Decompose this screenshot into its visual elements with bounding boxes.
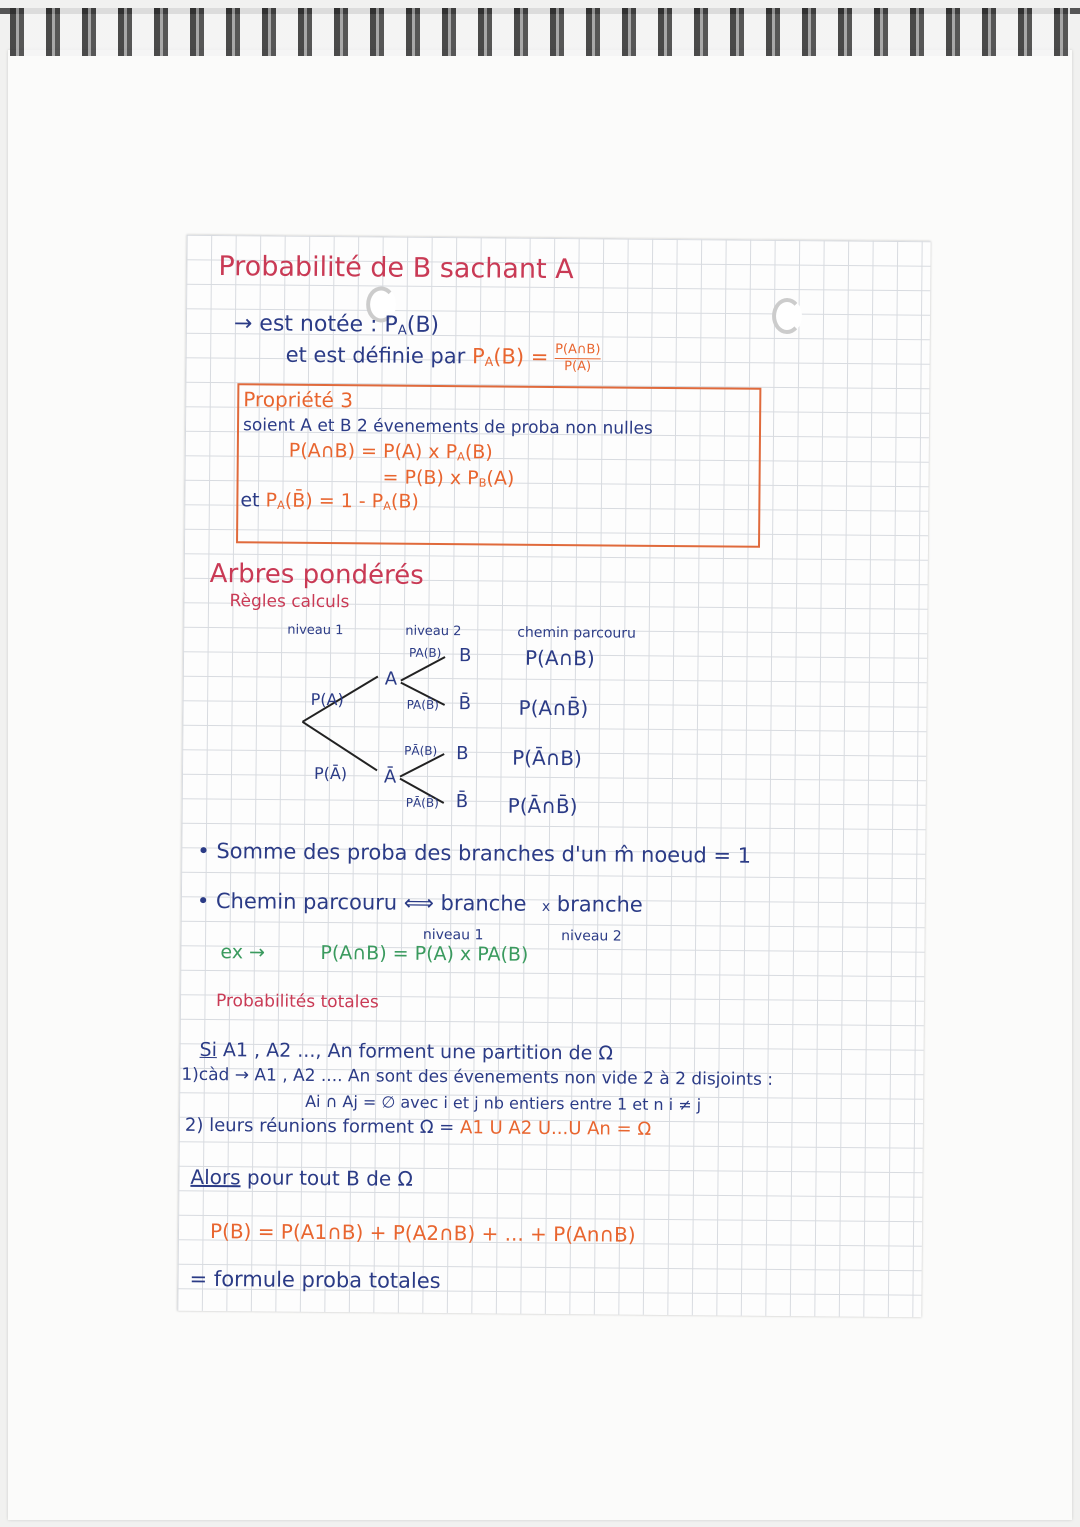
si-line bbox=[199, 1038, 614, 1065]
rule-path-text: • Chemin parcouru ⟺ branche bbox=[196, 888, 527, 916]
tree-node: B̄ bbox=[455, 791, 469, 813]
section-title-totales: Probabilités totales bbox=[215, 991, 379, 1013]
notee-label: → est notée : bbox=[233, 311, 378, 338]
notee-p: P bbox=[384, 312, 398, 338]
fraction-denominator: P(A) bbox=[564, 358, 592, 374]
tree-node: A bbox=[384, 668, 398, 690]
fraction-numerator: P(A∩B) bbox=[555, 341, 601, 358]
alors-line bbox=[190, 1164, 413, 1191]
branch-label: PĀ(B) bbox=[404, 743, 438, 758]
cad-line: 1)càd → A1 , A2 .... An sont des évenements non vide 2 à 2 disjoints : bbox=[181, 1064, 774, 1090]
rule-sum-branches: • Somme des proba des branches d'un m̂ noeud = 1 bbox=[197, 838, 752, 868]
conclusion: = formule proba totales bbox=[189, 1266, 441, 1294]
section-title-arbres: Arbres pondérés bbox=[209, 558, 424, 591]
p2sub: A bbox=[457, 449, 465, 464]
intersection-line: Ai ∩ Aj = ∅ avec i et j nb entiers entre 1 et n i ≠ j bbox=[305, 1091, 702, 1115]
branch-label: PĀ(B̄) bbox=[405, 795, 439, 810]
notee-sub: A bbox=[397, 323, 407, 339]
spiral-binding bbox=[10, 8, 1070, 56]
p4sub: A bbox=[276, 497, 285, 512]
alors-label: Alors bbox=[190, 1164, 241, 1190]
example-label: ex → bbox=[220, 941, 266, 964]
path-probability: P(Ā∩B) bbox=[512, 745, 582, 771]
branch-label: P(Ā) bbox=[313, 763, 348, 784]
tree-node: Ā bbox=[383, 766, 397, 788]
path-probability: P(A∩B̄) bbox=[518, 695, 589, 721]
rule-path-niveau1: niveau 1 bbox=[422, 926, 484, 944]
reunion-formula: A1 U A2 U...U An = Ω bbox=[459, 1117, 652, 1140]
tree-node: B bbox=[456, 743, 469, 765]
total-probability-formula: P(B) = P(A1∩B) + P(A2∩B) + ... + P(An∩B) bbox=[209, 1219, 636, 1247]
p2b: (B) bbox=[464, 441, 493, 464]
p4-et: et bbox=[240, 489, 260, 512]
p3b: (A) bbox=[486, 467, 515, 490]
branch-label: P(A) bbox=[310, 689, 344, 710]
col-niveau2: niveau 2 bbox=[405, 623, 462, 640]
propriete-title: Propriété 3 bbox=[243, 387, 354, 413]
tree-branch-A-B bbox=[401, 657, 445, 681]
notee-arg: (B) bbox=[406, 312, 440, 338]
path-probability: P(Ā∩B̄) bbox=[507, 793, 578, 819]
col-niveau1: niveau 1 bbox=[287, 622, 344, 639]
arbres-subtitle: Règles calculs bbox=[229, 591, 350, 613]
definie-label: et est définie par bbox=[285, 342, 466, 369]
p4b: (B̄) = 1 - P bbox=[284, 489, 384, 513]
p3a: = P(B) x P bbox=[382, 466, 479, 490]
rule-path bbox=[196, 888, 652, 945]
section-title-conditional: Probabilité de B sachant A bbox=[218, 251, 574, 286]
grid-paper-sheet bbox=[177, 235, 930, 1317]
p4a: P bbox=[265, 489, 278, 512]
branch-label: PA(B̄) bbox=[406, 697, 439, 712]
example-formula: P(A∩B) = P(A) x PA(B) bbox=[320, 941, 529, 966]
col-chemin: chemin parcouru bbox=[517, 624, 637, 642]
rule-path-branche2: branche bbox=[556, 892, 643, 917]
p2a: P(A∩B) = P(A) x P bbox=[288, 439, 458, 464]
tree-node: B̄ bbox=[458, 693, 472, 715]
p3sub: B bbox=[478, 475, 487, 490]
def-sub: A bbox=[484, 353, 494, 370]
alors-text: pour tout B de Ω bbox=[246, 1165, 413, 1191]
branch-label: PA(B) bbox=[409, 645, 442, 661]
rule-path-times: x bbox=[541, 898, 551, 915]
p4c: (B) bbox=[390, 490, 419, 513]
reunion-text: 2) leurs réunions forment Ω = bbox=[184, 1114, 455, 1139]
propriete-line1: soient A et B 2 évenements de proba non nulles bbox=[242, 415, 653, 439]
rule-path-niveau2: niveau 2 bbox=[561, 928, 622, 945]
tree-node: B bbox=[458, 645, 472, 667]
si-text: A1 , A2 ..., An forment une partition de Ω bbox=[222, 1039, 614, 1065]
si-label: Si bbox=[199, 1038, 218, 1062]
reunion-line bbox=[184, 1114, 652, 1140]
path-probability: P(A∩B) bbox=[524, 645, 595, 671]
def-arg: (B) = bbox=[493, 344, 549, 370]
def-p: P bbox=[471, 344, 485, 369]
p4sub2: A bbox=[383, 498, 392, 513]
